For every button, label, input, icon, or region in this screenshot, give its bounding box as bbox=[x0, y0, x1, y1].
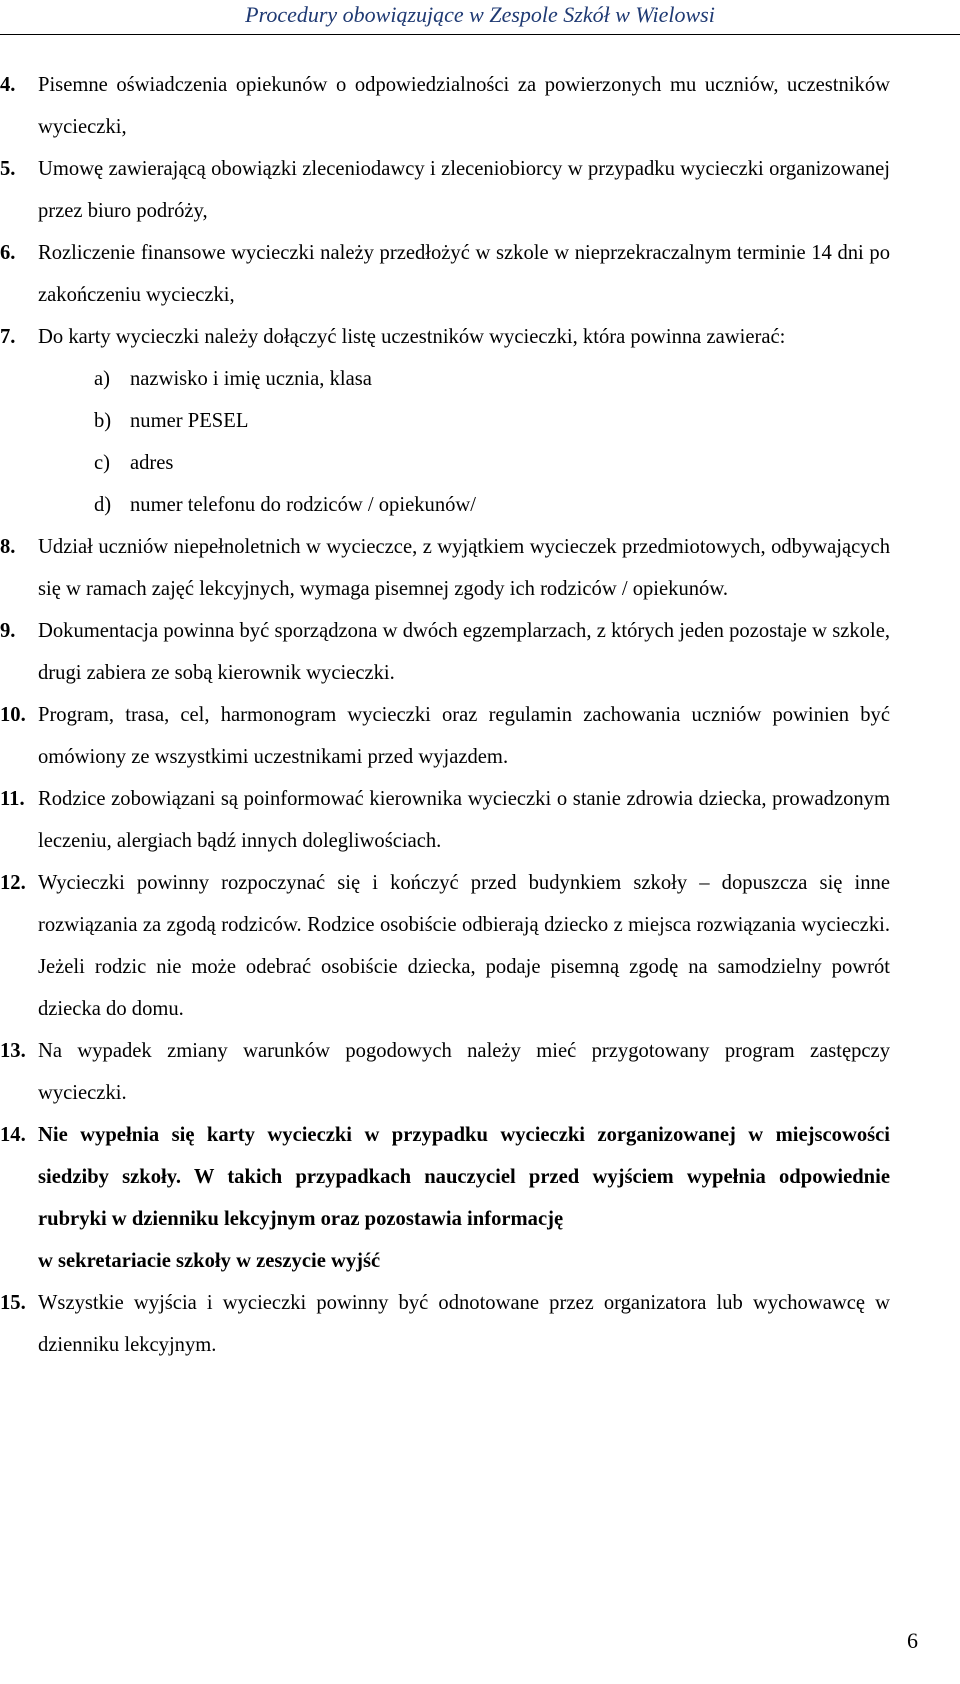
item-text: Dokumentacja powinna być sporządzona w dwóch egzemplarzach, z których jeden pozostaje w szkole, drugi zabiera ze sobą kierownik wycieczki. bbox=[38, 620, 890, 684]
item-number: 10. bbox=[0, 704, 26, 726]
sublist-text: nazwisko i imię ucznia, klasa bbox=[130, 368, 372, 390]
sublist-text: adres bbox=[130, 452, 174, 474]
list-item-8 bbox=[0, 526, 960, 610]
sublist-item-c bbox=[0, 442, 960, 484]
sublist-item-d bbox=[0, 484, 960, 526]
list-item-5 bbox=[0, 148, 960, 232]
list-item-13 bbox=[0, 1030, 960, 1114]
document-body bbox=[0, 64, 960, 1366]
item-text: Rozliczenie finansowe wycieczki należy przedłożyć w szkole w nieprzekraczalnym terminie 14 dni po zakończeniu wycieczki, bbox=[38, 242, 890, 306]
item-number: 4. bbox=[0, 74, 16, 96]
item-text: Program, trasa, cel, harmonogram wycieczki oraz regulamin zachowania uczniów powinien być omówiony ze wszystkimi uczestnikami przed wyjazdem. bbox=[38, 704, 890, 768]
list-item-6 bbox=[0, 232, 960, 316]
item-text: Pisemne oświadczenia opiekunów o odpowiedzialności za powierzonych mu uczniów, uczestników wycieczki, bbox=[38, 74, 890, 138]
item-text: Rodzice zobowiązani są poinformować kierownika wycieczki o stanie zdrowia dziecka, prowadzonym leczeniu, alergiach bądź innych dolegliwościach. bbox=[38, 788, 890, 852]
sublist-letter: c) bbox=[94, 452, 110, 474]
participant-list-fields bbox=[0, 358, 960, 526]
item-text: Umowę zawierającą obowiązki zleceniodawcy i zleceniobiorcy w przypadku wycieczki organizowanej przez biuro podróży, bbox=[38, 158, 890, 222]
page-number: 6 bbox=[907, 1628, 918, 1653]
item-text-main: Nie wypełnia się karty wycieczki w przypadku wycieczki zorganizowanej w miejscowości siedziby szkoły. W takich przypadkach nauczyciel przed wyjściem wypełnia odpowiednie rubryki w dzienniku lekcyjnym oraz pozostawia informację bbox=[38, 1124, 890, 1230]
sublist-letter: b) bbox=[94, 410, 112, 432]
item-text: Wszystkie wyjścia i wycieczki powinny być odnotowane przez organizatora lub wychowawcę w dzienniku lekcyjnym. bbox=[38, 1292, 890, 1356]
item-number: 11. bbox=[0, 788, 25, 810]
sublist-item-a bbox=[0, 358, 960, 400]
item-text: Na wypadek zmiany warunków pogodowych należy mieć przygotowany program zastępczy wycieczki. bbox=[38, 1040, 890, 1104]
page-header: Procedury obowiązujące w Zespole Szkół w Wielowsi bbox=[245, 2, 715, 27]
list-item-9 bbox=[0, 610, 960, 694]
list-item-7 bbox=[0, 316, 960, 358]
item-text-continuation: w sekretariacie szkoły w zeszycie wyjść bbox=[38, 1250, 381, 1272]
item-number: 12. bbox=[0, 872, 26, 894]
sublist-letter: a) bbox=[94, 368, 110, 390]
item-text bbox=[38, 1114, 890, 1282]
item-text: Wycieczki powinny rozpoczynać się i kończyć przed budynkiem szkoły – dopuszcza się inne rozwiązania za zgodą rodziców. Rodzice osobiście odbierają dziecko z miejsca rozwiązania wycieczki. Jeżeli rodzic nie może odebrać osobiście dziecka, podaje pisemną zgodę na samodzielny powrót dziecka do domu. bbox=[38, 872, 890, 1020]
item-text: Do karty wycieczki należy dołączyć listę uczestników wycieczki, która powinna zawierać: bbox=[38, 326, 786, 348]
item-number: 6. bbox=[0, 242, 16, 264]
list-item-15 bbox=[0, 1282, 960, 1366]
item-number: 9. bbox=[0, 620, 16, 642]
item-number: 5. bbox=[0, 158, 16, 180]
header-divider bbox=[0, 34, 960, 35]
sublist-item-b bbox=[0, 400, 960, 442]
item-number: 15. bbox=[0, 1292, 26, 1314]
list-item-12 bbox=[0, 862, 960, 1030]
list-item-4 bbox=[0, 64, 960, 148]
item-number: 14. bbox=[0, 1124, 26, 1146]
item-number: 7. bbox=[0, 326, 16, 348]
sublist-text: numer PESEL bbox=[130, 410, 249, 432]
list-item-10 bbox=[0, 694, 960, 778]
sublist-letter: d) bbox=[94, 494, 112, 516]
item-text: Udział uczniów niepełnoletnich w wycieczce, z wyjątkiem wycieczek przedmiotowych, odbywających się w ramach zajęć lekcyjnych, wymaga pisemnej zgody ich rodziców / opiekunów. bbox=[38, 536, 890, 600]
list-item-11 bbox=[0, 778, 960, 862]
item-number: 8. bbox=[0, 536, 16, 558]
sublist-text: numer telefonu do rodziców / opiekunów/ bbox=[130, 494, 477, 516]
list-item-14 bbox=[0, 1114, 960, 1282]
item-number: 13. bbox=[0, 1040, 26, 1062]
